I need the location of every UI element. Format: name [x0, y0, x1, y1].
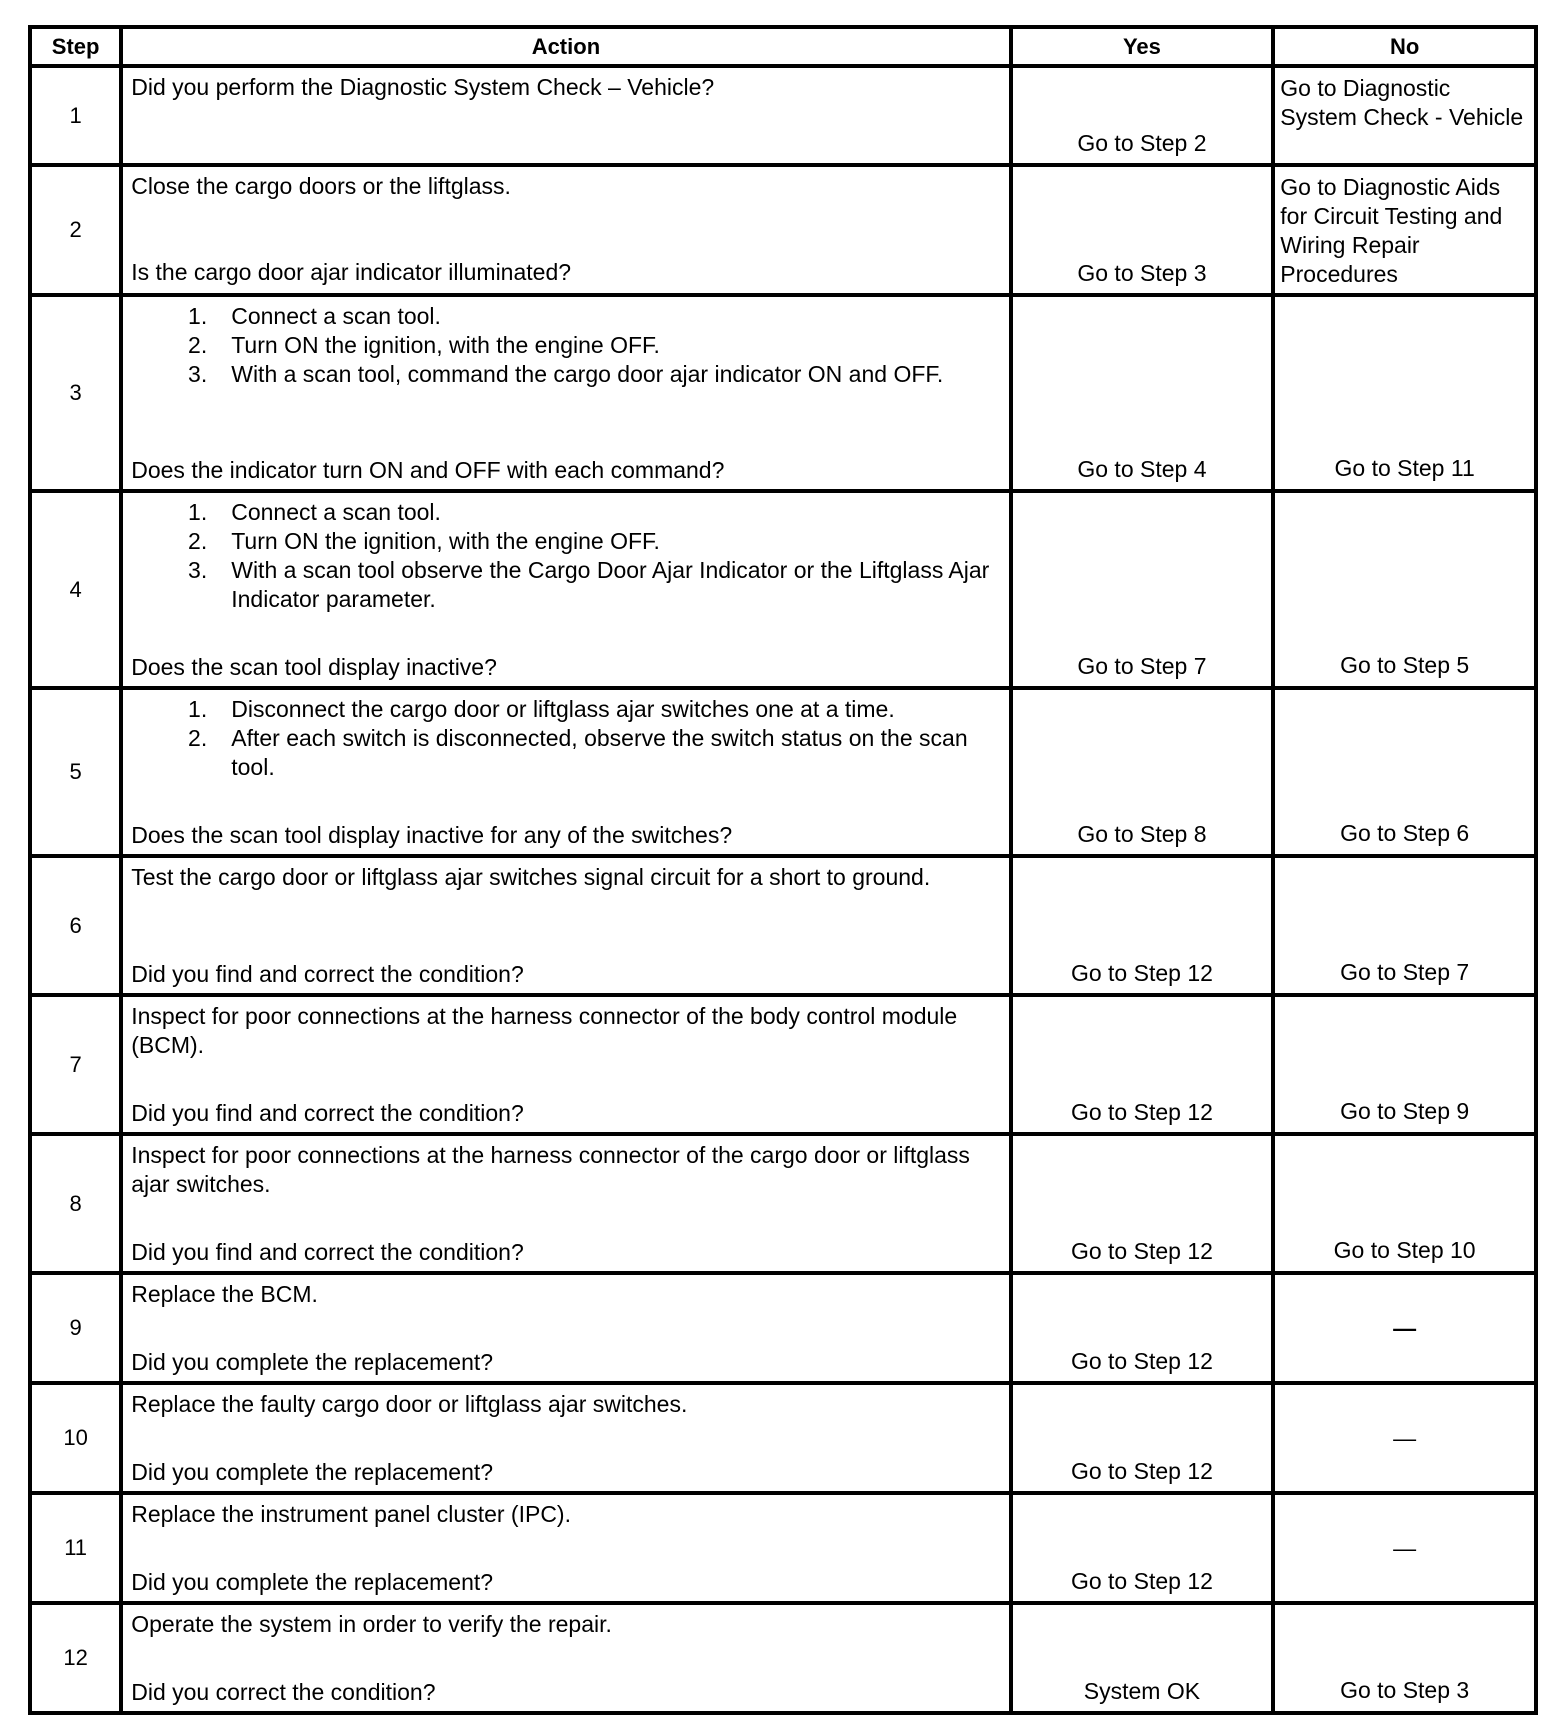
step-number: 4	[30, 491, 121, 688]
action-cell	[121, 165, 1010, 295]
table-row	[30, 66, 1536, 165]
procedure-list	[131, 695, 1000, 782]
step-number: 2	[30, 165, 121, 295]
procedure-item-number: 1.	[188, 303, 208, 329]
action-top	[131, 1002, 1000, 1060]
action-top	[131, 73, 1000, 102]
table-row	[30, 1383, 1536, 1493]
no-result: —	[1273, 1273, 1536, 1383]
table-row	[30, 1493, 1536, 1603]
table-row	[30, 995, 1536, 1134]
procedure-item-text: Turn ON the ignition, with the engine OFF.	[231, 332, 660, 358]
yes-result: Go to Step 12	[1011, 1134, 1274, 1273]
no-result: Go to Diagnostic Aids for Circuit Testing and Wiring Repair Procedures	[1273, 165, 1536, 295]
no-result: Go to Step 7	[1273, 856, 1536, 995]
no-result: —	[1273, 1493, 1536, 1603]
action-question: Is the cargo door ajar indicator illuminated?	[131, 259, 572, 285]
action-question: Did you find and correct the condition?	[131, 961, 524, 987]
step-number: 3	[30, 295, 121, 491]
yes-result: Go to Step 7	[1011, 491, 1274, 688]
table-row	[30, 295, 1536, 491]
action-cell	[121, 1493, 1010, 1603]
diagnostic-table	[28, 25, 1538, 1715]
procedure-item-text: Connect a scan tool.	[231, 303, 441, 329]
action-content	[131, 1610, 1000, 1707]
step-number: 11	[30, 1493, 121, 1603]
action-instruction: Replace the BCM.	[131, 1281, 318, 1307]
no-result: Go to Step 9	[1273, 995, 1536, 1134]
action-question: Did you complete the replacement?	[131, 1459, 494, 1485]
yes-result: Go to Step 12	[1011, 1383, 1274, 1493]
procedure-item-text: With a scan tool, command the cargo door ajar indicator ON and OFF.	[231, 361, 944, 387]
table-row	[30, 165, 1536, 295]
yes-result: Go to Step 12	[1011, 1493, 1274, 1603]
action-content	[131, 863, 1000, 989]
header-action: Action	[121, 27, 1010, 66]
procedure-item	[131, 724, 1000, 782]
yes-result: Go to Step 8	[1011, 688, 1274, 856]
action-top	[131, 1500, 1000, 1529]
action-question: Did you find and correct the condition?	[131, 1239, 524, 1265]
action-top	[131, 172, 1000, 201]
table-row	[30, 491, 1536, 688]
table-row	[30, 1603, 1536, 1713]
no-result: Go to Diagnostic System Check - Vehicle	[1273, 66, 1536, 165]
action-content	[131, 1390, 1000, 1487]
procedure-item-number: 1.	[188, 696, 208, 722]
no-result: Go to Step 6	[1273, 688, 1536, 856]
action-cell	[121, 688, 1010, 856]
spacer	[131, 1639, 1000, 1678]
action-cell	[121, 295, 1010, 491]
procedure-list	[131, 498, 1000, 614]
table-row	[30, 1273, 1536, 1383]
procedure-item	[131, 302, 1000, 331]
step-number: 6	[30, 856, 121, 995]
procedure-list	[131, 302, 1000, 389]
spacer	[131, 1419, 1000, 1458]
spacer	[131, 1199, 1000, 1238]
procedure-item-number: 3.	[188, 361, 208, 387]
yes-result: System OK	[1011, 1603, 1274, 1713]
step-number: 7	[30, 995, 121, 1134]
action-instruction: Inspect for poor connections at the harness connector of the cargo door or liftglass ajar switches.	[131, 1142, 970, 1197]
procedure-item-text: Turn ON the ignition, with the engine OFF.	[231, 528, 660, 554]
header-no: No	[1273, 27, 1536, 66]
action-cell	[121, 491, 1010, 688]
yes-result: Go to Step 12	[1011, 995, 1274, 1134]
spacer	[131, 1529, 1000, 1568]
action-top	[131, 1610, 1000, 1639]
action-top	[131, 1141, 1000, 1199]
action-cell	[121, 1603, 1010, 1713]
procedure-item-text: After each switch is disconnected, observe the switch status on the scan tool.	[231, 725, 968, 780]
action-content	[131, 1280, 1000, 1377]
action-question: Did you find and correct the condition?	[131, 1100, 524, 1126]
procedure-item	[131, 695, 1000, 724]
yes-result: Go to Step 4	[1011, 295, 1274, 491]
action-content	[131, 1141, 1000, 1267]
spacer	[131, 1309, 1000, 1348]
action-question: Did you complete the replacement?	[131, 1349, 494, 1375]
spacer	[131, 201, 1000, 258]
action-content	[131, 73, 1000, 159]
action-question: Does the scan tool display inactive for any of the switches?	[131, 822, 733, 848]
table-row	[30, 856, 1536, 995]
yes-result: Go to Step 12	[1011, 856, 1274, 995]
procedure-item-text: Connect a scan tool.	[231, 499, 441, 525]
action-cell	[121, 856, 1010, 995]
action-instruction: Did you perform the Diagnostic System Check – Vehicle?	[131, 74, 715, 100]
step-number: 1	[30, 66, 121, 165]
action-content	[131, 498, 1000, 682]
action-cell	[121, 1134, 1010, 1273]
procedure-item	[131, 331, 1000, 360]
spacer	[131, 102, 1000, 159]
step-number: 10	[30, 1383, 121, 1493]
action-top	[131, 863, 1000, 892]
header-row	[30, 27, 1536, 66]
action-instruction: Inspect for poor connections at the harness connector of the body control module (BCM).	[131, 1003, 958, 1058]
action-instruction: Replace the instrument panel cluster (IPC).	[131, 1501, 571, 1527]
procedure-item	[131, 360, 1000, 389]
yes-result: Go to Step 12	[1011, 1273, 1274, 1383]
procedure-item	[131, 556, 1000, 614]
spacer	[131, 892, 1000, 960]
spacer	[131, 614, 1000, 653]
procedure-item-number: 3.	[188, 557, 208, 583]
action-instruction: Replace the faulty cargo door or liftglass ajar switches.	[131, 1391, 688, 1417]
no-result: Go to Step 11	[1273, 295, 1536, 491]
procedure-item-number: 1.	[188, 499, 208, 525]
spacer	[131, 1060, 1000, 1099]
no-result: —	[1273, 1383, 1536, 1493]
action-top	[131, 302, 1000, 389]
spacer	[131, 782, 1000, 821]
action-instruction: Test the cargo door or liftglass ajar switches signal circuit for a short to ground.	[131, 864, 931, 890]
yes-result: Go to Step 2	[1011, 66, 1274, 165]
action-cell	[121, 66, 1010, 165]
spacer	[131, 389, 1000, 456]
action-content	[131, 695, 1000, 850]
action-content	[131, 1500, 1000, 1597]
procedure-item	[131, 498, 1000, 527]
action-top	[131, 1390, 1000, 1419]
step-number: 8	[30, 1134, 121, 1273]
procedure-item-text: Disconnect the cargo door or liftglass ajar switches one at a time.	[231, 696, 895, 722]
step-number: 5	[30, 688, 121, 856]
action-instruction: Operate the system in order to verify the repair.	[131, 1611, 612, 1637]
step-number: 9	[30, 1273, 121, 1383]
action-question: Does the indicator turn ON and OFF with each command?	[131, 457, 725, 483]
procedure-item-number: 2.	[188, 725, 208, 751]
procedure-item-number: 2.	[188, 332, 208, 358]
header-yes: Yes	[1011, 27, 1274, 66]
action-question: Did you complete the replacement?	[131, 1569, 494, 1595]
action-question: Did you correct the condition?	[131, 1679, 436, 1705]
yes-result: Go to Step 3	[1011, 165, 1274, 295]
action-cell	[121, 1273, 1010, 1383]
procedure-item-number: 2.	[188, 528, 208, 554]
step-number: 12	[30, 1603, 121, 1713]
header-step: Step	[30, 27, 121, 66]
action-content	[131, 302, 1000, 485]
no-result: Go to Step 3	[1273, 1603, 1536, 1713]
no-result: Go to Step 10	[1273, 1134, 1536, 1273]
action-question: Does the scan tool display inactive?	[131, 654, 497, 680]
action-top	[131, 1280, 1000, 1309]
action-cell	[121, 995, 1010, 1134]
action-cell	[121, 1383, 1010, 1493]
table-row	[30, 1134, 1536, 1273]
action-content	[131, 1002, 1000, 1128]
procedure-item	[131, 527, 1000, 556]
action-top	[131, 498, 1000, 614]
procedure-item-text: With a scan tool observe the Cargo Door Ajar Indicator or the Liftglass Ajar Indicator parameter.	[231, 557, 990, 612]
action-instruction: Close the cargo doors or the liftglass.	[131, 173, 511, 199]
table-row	[30, 688, 1536, 856]
action-content	[131, 172, 1000, 287]
action-top	[131, 695, 1000, 782]
no-result: Go to Step 5	[1273, 491, 1536, 688]
